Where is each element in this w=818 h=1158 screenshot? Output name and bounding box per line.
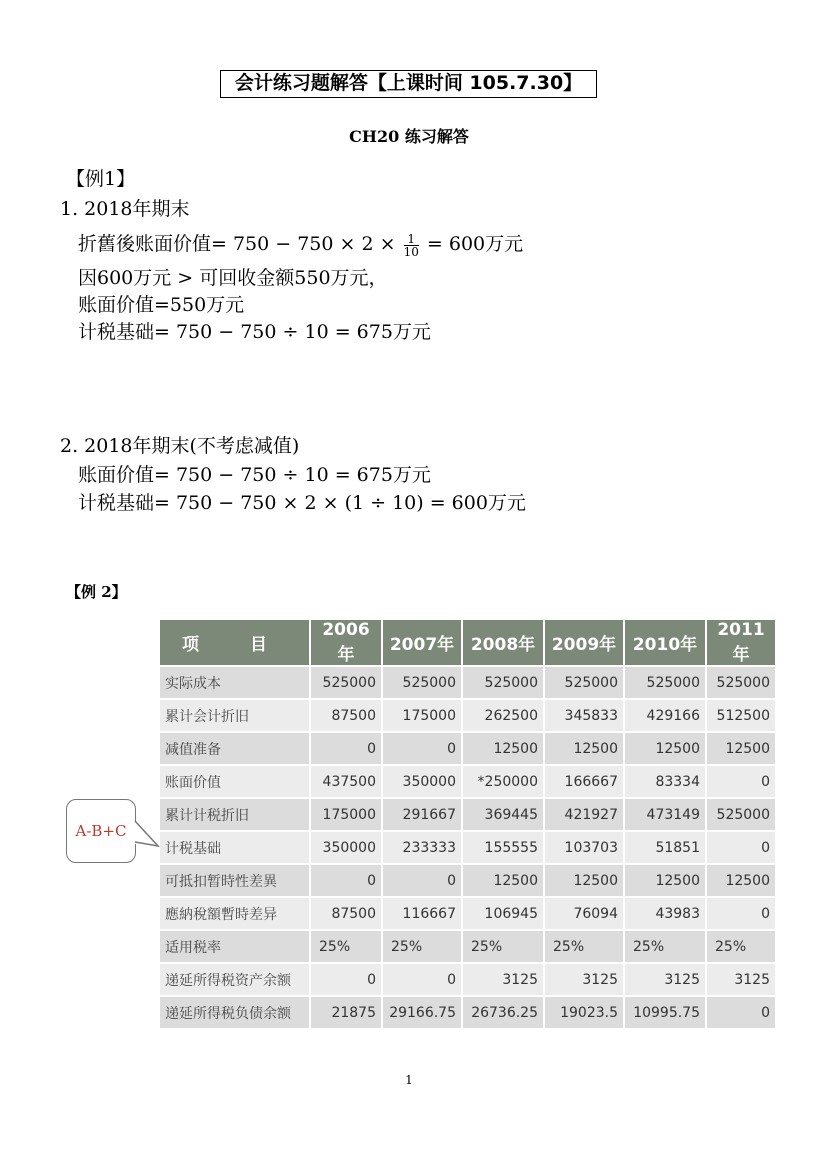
table-cell: 0	[706, 996, 776, 1029]
part2-line2: 计税基础= 750 − 750 × 2 × (1 ÷ 10) = 600万元	[78, 492, 526, 514]
part1-line1-pre: 折舊後账面价值= 750 − 750 × 2 ×	[78, 233, 396, 255]
part2-heading: 2. 2018年期末(不考虑减值)	[60, 435, 300, 457]
table-cell: 3125	[624, 963, 706, 996]
table-cell: 12500	[544, 732, 624, 765]
table-row	[159, 963, 776, 996]
table-cell: 25%	[462, 930, 544, 963]
row-label: 账面价值	[159, 765, 310, 798]
header-cell: 2011年	[706, 619, 776, 666]
example2-heading: 【例 2】	[66, 583, 127, 601]
table-cell: 3125	[544, 963, 624, 996]
table-cell: 525000	[310, 666, 382, 699]
table-cell: 175000	[382, 699, 462, 732]
row-label: 减值准备	[159, 732, 310, 765]
table-row	[159, 864, 776, 897]
table-cell: 155555	[462, 831, 544, 864]
table-cell: 3125	[706, 963, 776, 996]
table-cell: 12500	[624, 732, 706, 765]
row-label: 计税基础	[159, 831, 310, 864]
table-cell: 25%	[310, 930, 382, 963]
row-label: 應納稅額暫時差异	[159, 897, 310, 930]
part1-line2: 因600万元 > 可回收金额550万元，	[78, 267, 388, 289]
header-cell: 2007年	[382, 619, 462, 666]
table-cell: 525000	[706, 798, 776, 831]
table-cell: 421927	[544, 798, 624, 831]
table-cell: 87500	[310, 699, 382, 732]
table-cell: 29166.75	[382, 996, 462, 1029]
fraction-denominator: 10	[403, 244, 419, 259]
table-cell: 0	[706, 831, 776, 864]
table-cell: 525000	[544, 666, 624, 699]
part2-line1: 账面价值= 750 − 750 ÷ 10 = 675万元	[78, 464, 431, 486]
table-cell: 103703	[544, 831, 624, 864]
table-cell: 3125	[462, 963, 544, 996]
table-cell: 166667	[544, 765, 624, 798]
table-row	[159, 699, 776, 732]
header-cell: 2009年	[544, 619, 624, 666]
fraction-numerator: 1	[404, 233, 419, 246]
table-cell: 525000	[706, 666, 776, 699]
table-cell: 0	[382, 963, 462, 996]
page-number: 1	[405, 1073, 413, 1087]
table-cell: 21875	[310, 996, 382, 1029]
table-row	[159, 831, 776, 864]
table-cell: 12500	[624, 864, 706, 897]
data-table	[158, 618, 777, 1030]
table-cell: 175000	[310, 798, 382, 831]
table-cell: 26736.25	[462, 996, 544, 1029]
table-cell: 12500	[706, 864, 776, 897]
table-cell: 0	[310, 864, 382, 897]
table-cell: 0	[706, 897, 776, 930]
table-cell: 83334	[624, 765, 706, 798]
table-cell: 12500	[462, 864, 544, 897]
section-title: CH20 练习解答	[349, 127, 469, 146]
table-cell: 116667	[382, 897, 462, 930]
table-cell: 262500	[462, 699, 544, 732]
row-label: 可抵扣暂時性差異	[159, 864, 310, 897]
part1-line1-post: = 600万元	[426, 233, 524, 255]
table-cell: 51851	[624, 831, 706, 864]
table-cell: 525000	[382, 666, 462, 699]
table-cell: 19023.5	[544, 996, 624, 1029]
table-row	[159, 996, 776, 1029]
fraction	[404, 233, 419, 258]
header-cell: 2010年	[624, 619, 706, 666]
table-row	[159, 930, 776, 963]
table-cell: 43983	[624, 897, 706, 930]
table-cell: 25%	[544, 930, 624, 963]
table-cell: 10995.75	[624, 996, 706, 1029]
table-cell: 291667	[382, 798, 462, 831]
table-cell: 87500	[310, 897, 382, 930]
table-row	[159, 666, 776, 699]
table-row	[159, 765, 776, 798]
table-cell: 0	[382, 732, 462, 765]
row-label: 累计计税折旧	[159, 798, 310, 831]
part1-heading: 1. 2018年期末	[60, 198, 190, 220]
example1-heading: 【例1】	[66, 168, 136, 190]
table-row	[159, 897, 776, 930]
page-title: 会计练习题解答【上课时间 105.7.30】	[220, 70, 597, 98]
table-cell: 512500	[706, 699, 776, 732]
part1-line1	[78, 231, 523, 258]
header-cell: 2006年	[310, 619, 382, 666]
row-label: 递延所得税负债余额	[159, 996, 310, 1029]
table-cell: *250000	[462, 765, 544, 798]
table-cell: 76094	[544, 897, 624, 930]
table-cell: 350000	[310, 831, 382, 864]
table-cell: 437500	[310, 765, 382, 798]
table-cell: 12500	[706, 732, 776, 765]
table-cell: 0	[706, 765, 776, 798]
table-cell: 473149	[624, 798, 706, 831]
part1-line3: 账面价值=550万元	[78, 294, 245, 316]
table-cell: 25%	[706, 930, 776, 963]
table-cell: 233333	[382, 831, 462, 864]
row-label: 适用税率	[159, 930, 310, 963]
table-cell: 0	[382, 864, 462, 897]
table-header-row	[159, 619, 776, 666]
table-cell: 525000	[624, 666, 706, 699]
row-label: 递延所得税资产余额	[159, 963, 310, 996]
table-cell: 106945	[462, 897, 544, 930]
callout-text: A-B+C	[75, 822, 127, 840]
table-cell: 12500	[462, 732, 544, 765]
row-label: 累计会计折旧	[159, 699, 310, 732]
part1-line4: 计税基础= 750 − 750 ÷ 10 = 675万元	[78, 321, 431, 343]
table-cell: 12500	[544, 864, 624, 897]
header-cell: 2008年	[462, 619, 544, 666]
table-cell: 345833	[544, 699, 624, 732]
table-row	[159, 798, 776, 831]
header-cell: 项 目	[159, 619, 310, 666]
table-cell: 350000	[382, 765, 462, 798]
row-label: 实际成本	[159, 666, 310, 699]
table-cell: 25%	[382, 930, 462, 963]
table-cell: 0	[310, 963, 382, 996]
table-cell: 0	[310, 732, 382, 765]
table-row	[159, 732, 776, 765]
table-cell: 369445	[462, 798, 544, 831]
table-cell: 525000	[462, 666, 544, 699]
table-cell: 429166	[624, 699, 706, 732]
table-cell: 25%	[624, 930, 706, 963]
